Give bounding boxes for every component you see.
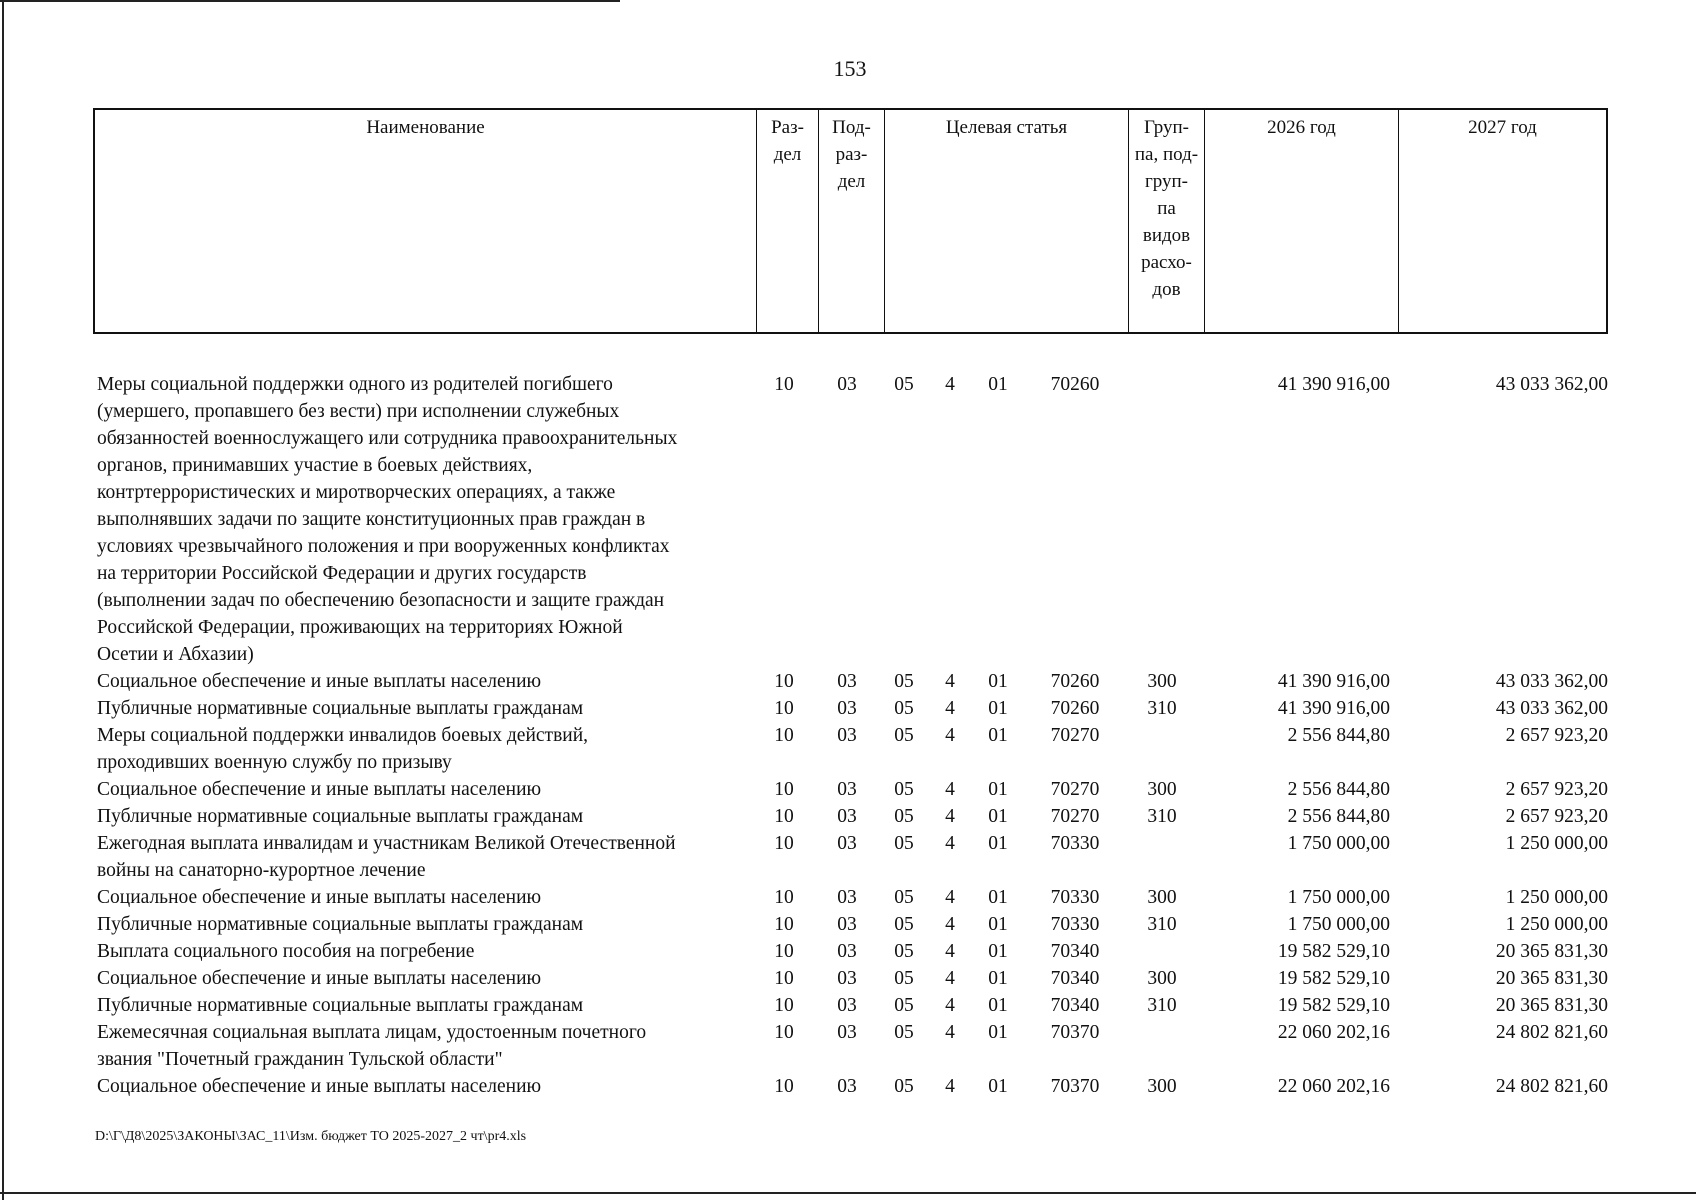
cell-target-subprogram: 01	[988, 725, 1008, 747]
cell-razdel: 10	[774, 887, 794, 909]
row-name-line: Ежегодная выплата инвалидам и участникам Великой Отечественной	[97, 833, 676, 855]
cell-podrazdel: 03	[837, 1076, 857, 1098]
cell-target-program: 05	[894, 806, 914, 828]
row-name-line: Социальное обеспечение и иные выплаты населению	[97, 671, 542, 693]
cell-podrazdel: 03	[837, 941, 857, 963]
cell-amount-2026: 19 582 529,10	[1277, 968, 1390, 990]
cell-razdel: 10	[774, 374, 794, 396]
cell-target-direction: 70270	[1050, 779, 1100, 801]
cell-target-direction: 70340	[1050, 941, 1100, 963]
cell-amount-2027: 1 250 000,00	[1505, 887, 1608, 909]
cell-razdel: 10	[774, 671, 794, 693]
cell-razdel: 10	[774, 914, 794, 936]
header-line: дов	[1152, 279, 1181, 300]
row-name	[97, 668, 747, 695]
row-name	[97, 1019, 747, 1073]
row-name	[97, 722, 747, 776]
cell-target-program: 05	[894, 887, 914, 909]
cell-target-direction: 70370	[1050, 1022, 1100, 1044]
cell-podrazdel: 03	[837, 887, 857, 909]
cell-target-program: 05	[894, 725, 914, 747]
cell-target-subprogram: 01	[988, 671, 1008, 693]
cell-target-direction: 70260	[1050, 374, 1100, 396]
cell-podrazdel: 03	[837, 914, 857, 936]
cell-target-program: 05	[894, 1022, 914, 1044]
cell-group: 310	[1147, 698, 1177, 720]
row-name	[97, 1073, 747, 1100]
cell-target-type: 4	[945, 1076, 955, 1098]
cell-target-subprogram: 01	[988, 779, 1008, 801]
row-name	[97, 830, 747, 884]
cell-target-type: 4	[945, 914, 955, 936]
row-name-line: условиях чрезвычайного положения и при вооруженных конфликтах	[97, 536, 670, 558]
cell-amount-2027: 24 802 821,60	[1495, 1076, 1608, 1098]
cell-razdel: 10	[774, 941, 794, 963]
cell-amount-2027: 20 365 831,30	[1495, 941, 1608, 963]
cell-podrazdel: 03	[837, 725, 857, 747]
cell-target-direction: 70370	[1050, 1076, 1100, 1098]
row-name-line: Публичные нормативные социальные выплаты гражданам	[97, 914, 584, 936]
cell-razdel: 10	[774, 698, 794, 720]
cell-target-type: 4	[945, 1022, 955, 1044]
cell-amount-2027: 1 250 000,00	[1505, 914, 1608, 936]
cell-target-program: 05	[894, 779, 914, 801]
cell-podrazdel: 03	[837, 1022, 857, 1044]
table-header	[93, 108, 1608, 334]
cell-target-direction: 70260	[1050, 698, 1100, 720]
cell-amount-2026: 1 750 000,00	[1287, 914, 1390, 936]
row-name	[97, 695, 747, 722]
row-name	[97, 938, 747, 965]
cell-podrazdel: 03	[837, 698, 857, 720]
header-line: видов	[1142, 225, 1191, 246]
scan-edge-left	[2, 0, 4, 1200]
row-name-line: на территории Российской Федерации и других государств	[97, 563, 587, 585]
header-line: Под-	[832, 117, 871, 138]
cell-amount-2027: 43 033 362,00	[1495, 698, 1608, 720]
cell-podrazdel: 03	[837, 374, 857, 396]
cell-target-type: 4	[945, 833, 955, 855]
cell-razdel: 10	[774, 779, 794, 801]
header-line: па, под-	[1134, 144, 1199, 165]
cell-target-direction: 70270	[1050, 725, 1100, 747]
cell-target-type: 4	[945, 698, 955, 720]
cell-group: 310	[1147, 995, 1177, 1017]
scan-edge-bottom	[0, 1192, 1696, 1194]
cell-target-program: 05	[894, 1076, 914, 1098]
cell-target-program: 05	[894, 374, 914, 396]
cell-target-subprogram: 01	[988, 941, 1008, 963]
scan-edge-top	[0, 0, 620, 2]
row-name-line: Публичные нормативные социальные выплаты гражданам	[97, 995, 584, 1017]
cell-target-direction: 70260	[1050, 671, 1100, 693]
header-group	[1128, 110, 1204, 332]
cell-group: 300	[1147, 887, 1177, 909]
row-name-line: Меры социальной поддержки одного из родителей погибшего	[97, 374, 613, 396]
cell-amount-2026: 1 750 000,00	[1287, 833, 1390, 855]
cell-target-program: 05	[894, 833, 914, 855]
header-line: раз-	[835, 144, 868, 165]
cell-target-subprogram: 01	[988, 887, 1008, 909]
cell-amount-2027: 2 657 923,20	[1505, 725, 1608, 747]
row-name-line: Социальное обеспечение и иные выплаты населению	[97, 779, 542, 801]
row-name-line: Публичные нормативные социальные выплаты гражданам	[97, 806, 584, 828]
row-name-line: (умершего, пропавшего без вести) при исполнении служебных	[97, 401, 620, 423]
header-line: Раз-	[771, 117, 804, 138]
cell-target-program: 05	[894, 698, 914, 720]
cell-target-type: 4	[945, 725, 955, 747]
row-name	[97, 776, 747, 803]
header-line: груп-	[1144, 171, 1189, 192]
cell-target-program: 05	[894, 671, 914, 693]
cell-target-subprogram: 01	[988, 1076, 1008, 1098]
row-name	[97, 911, 747, 938]
header-razdel	[756, 110, 818, 332]
row-name-line: Социальное обеспечение и иные выплаты населению	[97, 887, 542, 909]
header-target-article: Целевая статья	[884, 110, 1128, 332]
cell-target-type: 4	[945, 779, 955, 801]
header-podrazdel	[818, 110, 884, 332]
header-line: Груп-	[1143, 117, 1190, 138]
cell-target-direction: 70340	[1050, 968, 1100, 990]
cell-razdel: 10	[774, 806, 794, 828]
cell-razdel: 10	[774, 833, 794, 855]
row-name	[97, 371, 747, 668]
cell-amount-2026: 19 582 529,10	[1277, 995, 1390, 1017]
row-name-line: органов, принимавших участие в боевых действиях,	[97, 455, 533, 477]
cell-target-type: 4	[945, 374, 955, 396]
cell-podrazdel: 03	[837, 968, 857, 990]
cell-target-program: 05	[894, 941, 914, 963]
cell-target-type: 4	[945, 806, 955, 828]
cell-razdel: 10	[774, 1022, 794, 1044]
row-name-line: Российской Федерации, проживающих на территориях Южной	[97, 617, 623, 639]
cell-target-direction: 70330	[1050, 833, 1100, 855]
cell-target-subprogram: 01	[988, 833, 1008, 855]
row-name	[97, 803, 747, 830]
cell-target-direction: 70330	[1050, 914, 1100, 936]
file-path-footer: D:\Г\Д8\2025\ЗАКОНЫ\ЗАС_11\Изм. бюджет ТО 2025-2027_2 чт\pr4.xls	[95, 1129, 527, 1144]
cell-amount-2027: 24 802 821,60	[1495, 1022, 1608, 1044]
header-2027: 2027 год	[1398, 110, 1606, 332]
row-name-line: обязанностей военнослужащего или сотрудника правоохранительных	[97, 428, 678, 450]
cell-target-direction: 70340	[1050, 995, 1100, 1017]
row-name	[97, 884, 747, 911]
header-line: дел	[837, 171, 866, 192]
cell-amount-2026: 2 556 844,80	[1287, 806, 1390, 828]
cell-amount-2027: 43 033 362,00	[1495, 671, 1608, 693]
row-name-line: Меры социальной поддержки инвалидов боевых действий,	[97, 725, 589, 747]
cell-razdel: 10	[774, 1076, 794, 1098]
row-name-line: Осетии и Абхазии)	[97, 644, 254, 666]
cell-group: 300	[1147, 779, 1177, 801]
cell-amount-2026: 41 390 916,00	[1277, 671, 1390, 693]
row-name-line: Ежемесячная социальная выплата лицам, удостоенным почетного	[97, 1022, 647, 1044]
cell-razdel: 10	[774, 995, 794, 1017]
cell-target-subprogram: 01	[988, 914, 1008, 936]
header-line: па	[1157, 198, 1176, 219]
cell-target-type: 4	[945, 887, 955, 909]
cell-amount-2026: 2 556 844,80	[1287, 779, 1390, 801]
row-name	[97, 992, 747, 1019]
row-name-line: войны на санаторно-курортное лечение	[97, 860, 426, 882]
row-name-line: Социальное обеспечение и иные выплаты населению	[97, 968, 542, 990]
cell-target-subprogram: 01	[988, 995, 1008, 1017]
cell-podrazdel: 03	[837, 806, 857, 828]
cell-target-type: 4	[945, 968, 955, 990]
cell-amount-2027: 43 033 362,00	[1495, 374, 1608, 396]
cell-amount-2026: 1 750 000,00	[1287, 887, 1390, 909]
cell-target-program: 05	[894, 914, 914, 936]
header-name: Наименование	[366, 117, 485, 138]
cell-amount-2026: 22 060 202,16	[1277, 1022, 1390, 1044]
cell-amount-2027: 1 250 000,00	[1505, 833, 1608, 855]
cell-amount-2026: 2 556 844,80	[1287, 725, 1390, 747]
cell-podrazdel: 03	[837, 779, 857, 801]
cell-amount-2026: 41 390 916,00	[1277, 698, 1390, 720]
cell-razdel: 10	[774, 725, 794, 747]
row-name-line: проходивших военную службу по призыву	[97, 752, 452, 774]
row-name-line: выполнявших задачи по защите конституционных прав граждан в	[97, 509, 646, 531]
cell-amount-2027: 20 365 831,30	[1495, 995, 1608, 1017]
cell-target-direction: 70330	[1050, 887, 1100, 909]
cell-target-program: 05	[894, 968, 914, 990]
cell-target-program: 05	[894, 995, 914, 1017]
cell-target-type: 4	[945, 995, 955, 1017]
page-number: 153	[833, 56, 867, 81]
cell-amount-2026: 22 060 202,16	[1277, 1076, 1390, 1098]
cell-podrazdel: 03	[837, 995, 857, 1017]
cell-amount-2027: 20 365 831,30	[1495, 968, 1608, 990]
cell-razdel: 10	[774, 968, 794, 990]
row-name-line: контртеррористических и миротворческих операциях, а также	[97, 482, 616, 504]
row-name	[97, 965, 747, 992]
cell-target-subprogram: 01	[988, 374, 1008, 396]
cell-target-subprogram: 01	[988, 698, 1008, 720]
cell-podrazdel: 03	[837, 671, 857, 693]
row-name-line: Выплата социального пособия на погребение	[97, 941, 475, 963]
header-2026: 2026 год	[1204, 110, 1398, 332]
cell-podrazdel: 03	[837, 833, 857, 855]
cell-group: 300	[1147, 968, 1177, 990]
cell-target-type: 4	[945, 671, 955, 693]
header-line: дел	[773, 144, 802, 165]
cell-target-subprogram: 01	[988, 968, 1008, 990]
cell-amount-2026: 41 390 916,00	[1277, 374, 1390, 396]
cell-amount-2027: 2 657 923,20	[1505, 779, 1608, 801]
row-name-line: звания "Почетный гражданин Тульской области"	[97, 1049, 503, 1071]
cell-group: 300	[1147, 1076, 1177, 1098]
cell-amount-2026: 19 582 529,10	[1277, 941, 1390, 963]
row-name-line: Публичные нормативные социальные выплаты гражданам	[97, 698, 584, 720]
cell-target-direction: 70270	[1050, 806, 1100, 828]
row-name-line: Социальное обеспечение и иные выплаты населению	[97, 1076, 542, 1098]
cell-target-subprogram: 01	[988, 1022, 1008, 1044]
row-name-line: (выполнении задач по обеспечению безопасности и защите граждан	[97, 590, 665, 612]
cell-group: 300	[1147, 671, 1177, 693]
cell-group: 310	[1147, 914, 1177, 936]
cell-target-subprogram: 01	[988, 806, 1008, 828]
cell-amount-2027: 2 657 923,20	[1505, 806, 1608, 828]
cell-group: 310	[1147, 806, 1177, 828]
cell-target-type: 4	[945, 941, 955, 963]
header-line: расхо-	[1141, 252, 1192, 273]
